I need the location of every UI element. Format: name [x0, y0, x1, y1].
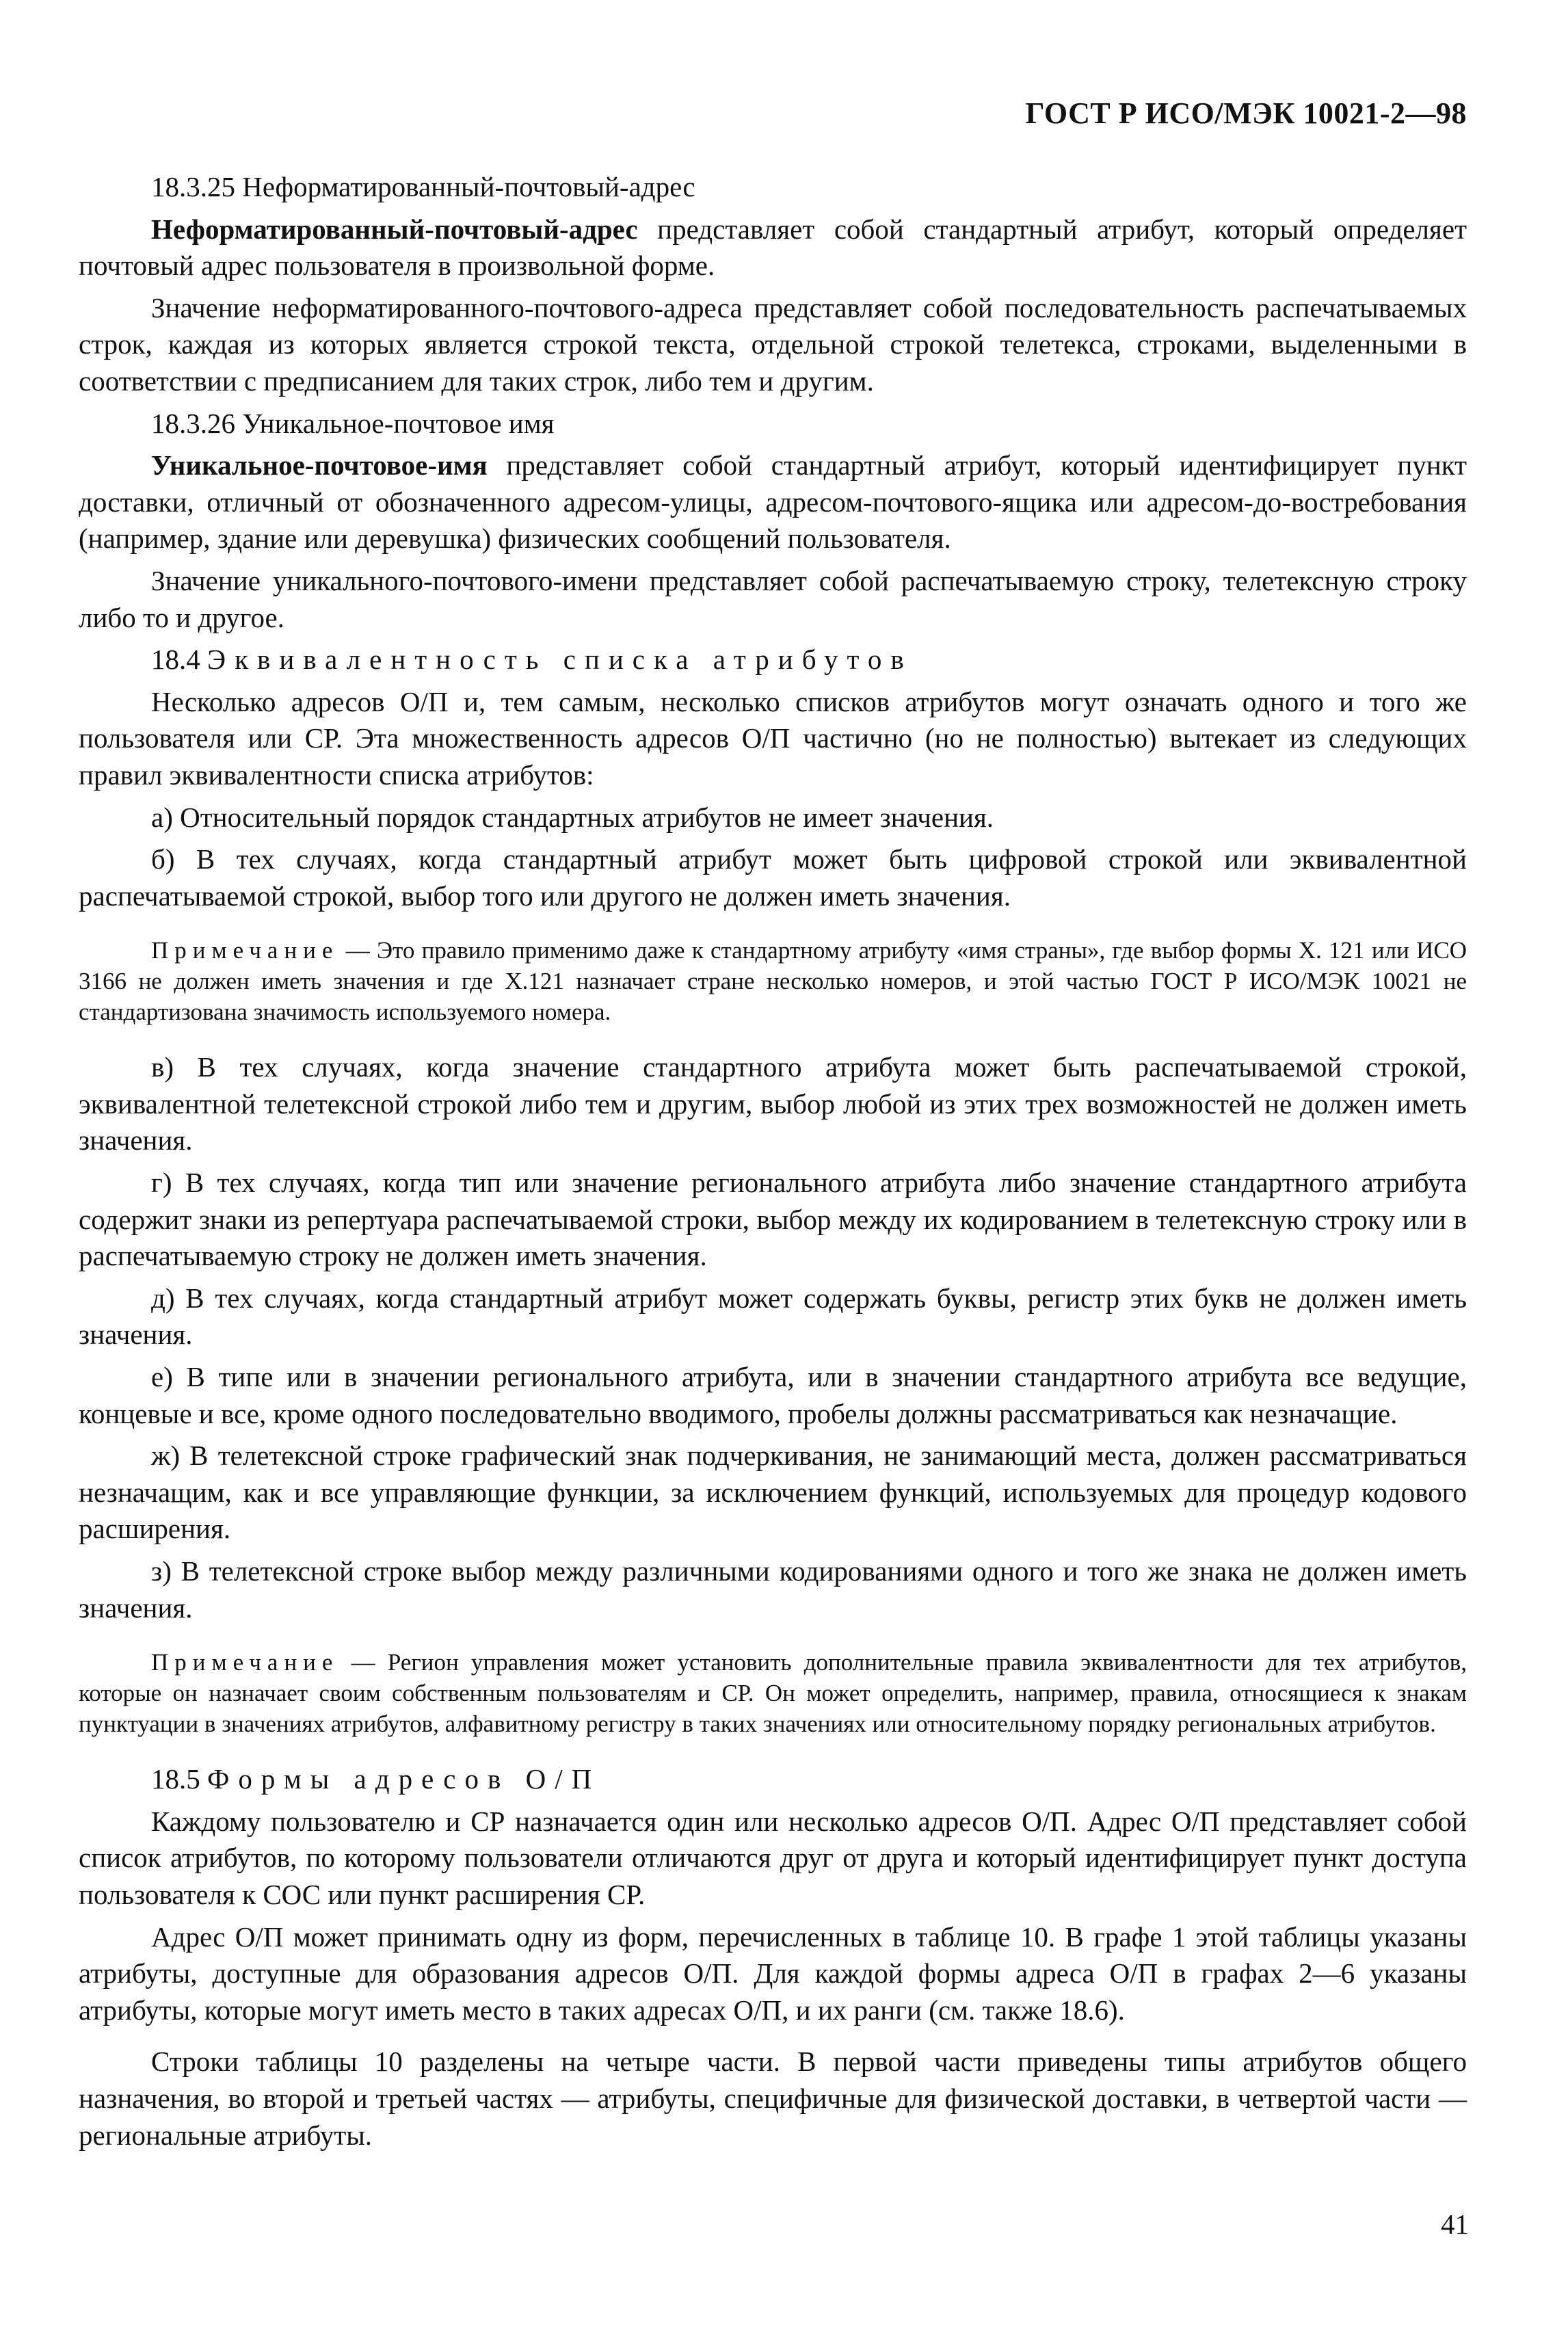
note-label: Примечание: [151, 937, 339, 964]
rule-g: г) В тех случаях, когда тип или значение регионального атрибута либо значение стандартного атрибута содержит знаки из репертуара распечатываемой строки, выбор между их кодированием в телетексную строку или в распечатываемую строку не должен иметь значения.: [79, 1167, 1467, 1272]
section-18-3-25-value: Значение неформатированного-почтового-адреса представляет собой последовательность распечатываемых строк, каждая из которых является строкой текста, отдельной строкой телетекса, строками, выделенными в соответствии с предписанием для таких строк, либо тем и другим.: [79, 291, 1467, 397]
section-18-3-25-heading: 18.3.25 Неформатированный-почтовый-адрес: [151, 171, 695, 202]
note-label: Примечание: [151, 1649, 339, 1676]
section-18-5-heading: 18.5 Формы адресов О/П: [151, 1763, 601, 1795]
rule-z: з) В телетексной строке выбор между различными кодированиями одного и того же знака не должен иметь значения.: [79, 1555, 1467, 1624]
rule-e: е) В типе или в значении регионального атрибута, или в значении стандартного атрибута все ведущие, концевые и все, кроме одного последовательно вводимого, пробелы должны рассматриваться как незначащие.: [79, 1361, 1467, 1429]
term-unique-postal-name: Уникальное-почтовое-имя: [151, 449, 488, 481]
section-18-5-p3: Строки таблицы 10 разделены на четыре части. В первой части приведены типы атрибутов общего назначения, во второй и третьей частях — атрибуты, специфичные для физической доставки, в четвертой части — региональные атрибуты.: [79, 2046, 1467, 2151]
rule-b: б) В тех случаях, когда стандартный атрибут может быть цифровой строкой или эквивалентной распечатываемой строкой, выбор того или другого не должен иметь значения.: [79, 843, 1467, 912]
rule-v: в) В тех случаях, когда значение стандартного атрибута может быть распечатываемой строкой, эквивалентной телетексной строкой либо тем и другим, выбор любой из этих трех возможностей не должен иметь значения.: [79, 1051, 1467, 1157]
term-unformatted-postal-address: Неформатированный-почтовый-адрес: [151, 213, 638, 245]
section-18-3-26-value: Значение уникального-почтового-имени представляет собой распечатываемую строку, телетексную строку либо то и другое.: [79, 564, 1467, 633]
section-18-3-26-definition: Уникальное-почтовое-имя представляет собой стандартный атрибут, который идентифицирует пункт доставки, отличный от обозначенного адресом-улицы, адресом-почтового-ящика или адресом-до-востребования (например, здание или деревушка) физических сообщений пользователя.: [79, 449, 1467, 555]
rule-d: д) В тех случаях, когда стандартный атрибут может содержать буквы, регистр этих букв не должен иметь значения.: [79, 1282, 1467, 1351]
note-1: Примечание — Это правило применимо даже к стандартному атрибуту «имя страны», где выбор формы X. 121 или ИСО 3166 не должен иметь значения и где X.121 назначает стране несколько номеров, и этой частью ГОСТ Р ИСО/МЭК 10021 не стандартизована значимость используемого номера.: [79, 937, 1467, 1026]
standard-designation: ГОСТ Р ИСО/МЭК 10021-2—98: [1025, 96, 1467, 130]
note-2: Примечание — Регион управления может установить дополнительные правила эквивалентности для тех атрибутов, которые он назначает своим собственным пользователям и СР. Он может определить, например, правила, относящиеся к знакам пунктуации в значениях атрибутов, алфавитному регистру в таких значениях или относительному порядку региональных атрибутов.: [79, 1649, 1467, 1738]
rule-zh: ж) В телетексной строке графический знак подчеркивания, не занимающий места, должен рассматриваться незначащим, как и все управляющие функции, за исключением функций, используемых для процедур кодового расширения.: [79, 1440, 1467, 1545]
page-number: 41: [1441, 2208, 1469, 2240]
section-18-4-intro: Несколько адресов О/П и, тем самым, несколько списков атрибутов могут означать одного и того же пользователя или СР. Эта множественность адресов О/П частично (но не полностью) вытекает из следующих правил эквивалентности списка атрибутов:: [79, 685, 1467, 791]
section-18-3-25-definition: Неформатированный-почтовый-адрес представляет собой стандартный атрибут, который определяет почтовый адрес пользователя в произвольной форме.: [79, 213, 1467, 282]
section-18-3-26-heading: 18.3.26 Уникальное-почтовое имя: [151, 407, 555, 439]
section-18-5-p2: Адрес О/П может принимать одну из форм, перечисленных в таблице 10. В графе 1 этой таблицы указаны атрибуты, доступные для образования адресов О/П. Для каждой формы адреса О/П в графах 2—6 указаны атрибуты, которые могут иметь место в таких адресах О/П, и их ранги (см. также 18.6).: [79, 1920, 1467, 2026]
section-18-5-p1: Каждому пользователю и СР назначается один или несколько адресов О/П. Адрес О/П представляет собой список атрибутов, по которому пользователи отличаются друг от друга и который идентифицирует пункт доступа пользователя к СОС или пункт расширения СР.: [79, 1805, 1467, 1910]
rule-a: а) Относительный порядок стандартных атрибутов не имеет значения.: [151, 801, 994, 833]
section-18-4-heading: 18.4 Эквивалентность списка атрибутов: [151, 644, 913, 676]
document-page: [79, 96, 1467, 2154]
